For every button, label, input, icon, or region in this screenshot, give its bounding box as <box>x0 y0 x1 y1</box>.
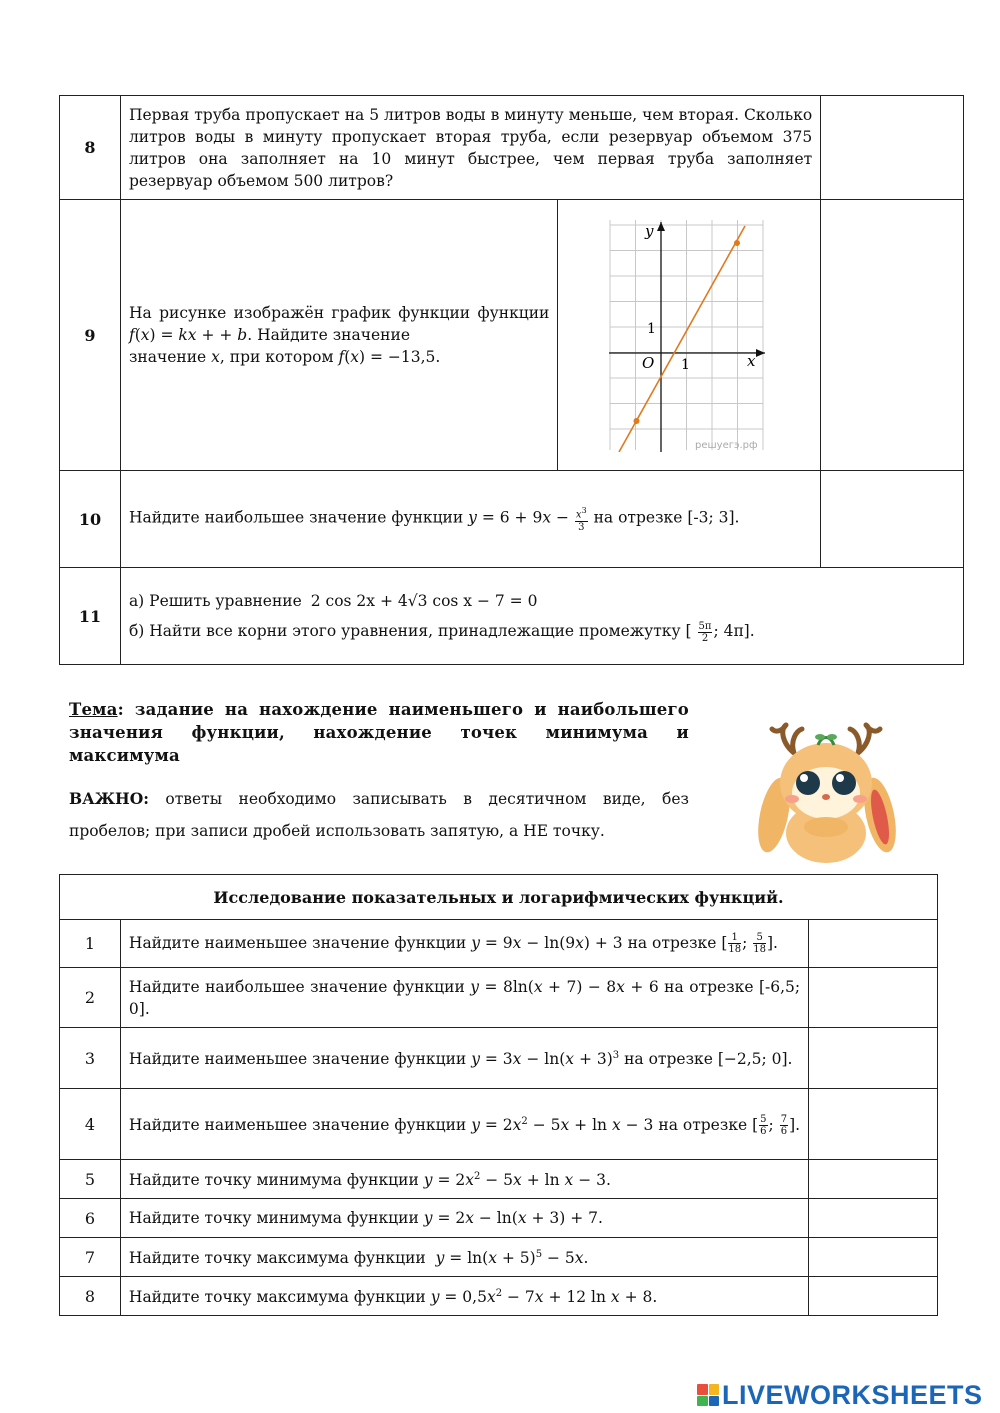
answer-cell[interactable] <box>809 1160 938 1199</box>
task-text-prefix: Найдите наименьшее значение функции <box>128 1050 467 1069</box>
task-number: 5 <box>60 1160 121 1199</box>
task-9-label: значение x, <box>128 348 230 366</box>
table-row <box>60 1199 938 1238</box>
graph-cell <box>558 200 821 471</box>
topic-text: : задание на нахождение наименьшего и наибольшего значения функции, нахождение точек минимума и максимума <box>69 700 689 765</box>
important-label: ВАЖНО: <box>69 789 149 808</box>
task-text-prefix: Найдите точку максимума функции <box>128 1288 426 1307</box>
task-text: Найдите наименьшее значение функции y = 9x − ln(9x) + 3 на отрезке [ $\frac{1}{18}$ ; $\frac{5}{18}$ ]. <box>120 920 808 968</box>
answer-cell[interactable] <box>821 96 964 200</box>
bunny-mascot-image <box>752 715 902 865</box>
x-unit-label: 1 <box>681 357 691 373</box>
task-text: Найдите точку максимума функции $y = 0,5x^2 - 7x + 12$ ln x + 8. <box>120 1277 808 1316</box>
important-text: ответы необходимо записывать в десятичном виде, без пробелов; при записи дробей использовать запятую, а НЕ точку. <box>69 790 689 840</box>
answer-cell[interactable] <box>809 920 938 968</box>
table-row <box>60 968 938 1028</box>
y-axis-label: y <box>645 222 654 240</box>
x-axis-arrow <box>756 349 765 357</box>
task-text-prefix: Найдите наибольшее значение функции <box>128 977 465 996</box>
task-text-prefix: Найдите наименьшее значение функции <box>128 933 467 952</box>
table-row <box>60 1238 938 1277</box>
topic-heading <box>69 698 689 767</box>
task-9-text-c: при котором <box>229 348 334 366</box>
table-header-row <box>60 875 938 920</box>
task-9-value: −13,5. <box>387 348 441 366</box>
answer-cell[interactable] <box>809 1089 938 1160</box>
task-text: Найдите наименьшее значение функции $y = 3x - \ln(x + 3)^3$ на отрезке [−2,5; 0]. <box>120 1028 808 1089</box>
task-text: Найдите точку минимума функции y = 2x − ln(x + 3) + 7. <box>120 1199 808 1238</box>
fraction: $\frac{5\pi}{2}$ <box>698 620 712 644</box>
table-row <box>60 1028 938 1089</box>
task-text-prefix: Найдите точку минимума функции <box>128 1171 419 1190</box>
task-10-segment: на отрезке [-3; 3]. <box>593 509 740 527</box>
y-axis-arrow <box>657 222 665 231</box>
task-number: 7 <box>60 1238 121 1277</box>
task-number: 3 <box>60 1028 121 1089</box>
fraction: $\frac{x^3}{3}$ <box>575 506 587 533</box>
task-number: 6 <box>60 1199 121 1238</box>
answer-cell[interactable] <box>821 471 964 568</box>
task-segment: на отрезке [−2,5; 0]. <box>624 1050 793 1069</box>
table-row <box>60 471 964 568</box>
task-text <box>120 568 963 665</box>
answer-cell[interactable] <box>809 1277 938 1316</box>
task-number: 2 <box>60 968 121 1028</box>
task-number: 11 <box>60 568 121 665</box>
answer-cell[interactable] <box>809 1238 938 1277</box>
task-segment: на отрезке [-6,5; 0]. <box>128 977 801 1018</box>
logo-icon <box>697 1384 719 1406</box>
table-row <box>60 96 964 200</box>
task-9-text-b: Найдите значение <box>257 326 411 344</box>
task-text-prefix: Найдите точку минимума функции <box>128 1209 419 1227</box>
graph-point <box>734 240 740 246</box>
y-unit-label: 1 <box>647 321 657 337</box>
task-text: Найдите наибольшее значение функции y = 6 + 9x − $\frac{x^3}{3}$ на отрезке [-3; 3]. <box>120 471 820 568</box>
function-line <box>619 226 745 452</box>
tasks-table-bottom <box>59 874 938 1316</box>
table-row <box>60 200 964 471</box>
answer-cell[interactable] <box>809 1028 938 1089</box>
important-note <box>69 783 689 847</box>
table-row <box>60 568 964 665</box>
task-text-prefix: Найдите точку максимума функции <box>128 1249 426 1268</box>
task-number: 1 <box>60 920 121 968</box>
answer-cell[interactable] <box>821 200 964 471</box>
task-segment: на отрезке <box>627 933 717 952</box>
task-text-prefix: Найдите наименьшее значение функции <box>128 1115 467 1134</box>
watermark: решуегэ.рф <box>695 440 758 451</box>
table-row <box>60 920 938 968</box>
liveworksheets-logo[interactable] <box>697 1380 983 1410</box>
task-number: 9 <box>60 200 121 471</box>
task-10-text: Найдите наибольшее значение функции <box>128 509 464 527</box>
table-header: Исследование показательных и логарифмических функций. <box>60 875 938 920</box>
table-row <box>60 1160 938 1199</box>
task-11-equation: 2 cos 2x + 4√3 cos x − 7 = 0 <box>310 592 538 610</box>
task-text: Первая труба пропускает на 5 литров воды в минуту меньше, чем вторая. Сколько литров воды в минуту пропускает вторая труба, если резервуар объемом 375 литров она заполняет на 10 минут быстрее, чем первая труба заполняет резервуар объемом 500 литров? <box>120 96 820 200</box>
x-axis-label: x <box>747 352 756 370</box>
logo-text: LIVEWORKSHEETS <box>722 1379 983 1410</box>
task-segment: на отрезке <box>658 1115 748 1134</box>
table-row <box>60 1089 938 1160</box>
linear-function-graph <box>609 218 769 452</box>
graph-grid <box>610 220 763 452</box>
task-11-b-end: ; 4π]. <box>713 622 755 640</box>
table-row <box>60 1277 938 1316</box>
task-number: 4 <box>60 1089 121 1160</box>
task-text: Найдите точку максимума функции $y = \ln(x + 5)^5 - 5x$. <box>120 1238 808 1277</box>
task-number: 8 <box>60 96 121 200</box>
tasks-table-top <box>59 95 964 665</box>
graph-point <box>634 418 640 424</box>
task-text: Найдите наибольшее значение функции y = 8ln(x + 7) − 8x + 6 на отрезке [-6,5; 0]. <box>120 968 808 1028</box>
task-9-text-a: На рисунке изображён график функции функции <box>128 304 550 322</box>
answer-cell[interactable] <box>809 1199 938 1238</box>
task-11-b-prefix: б) Найти все корни этого уравнения, принадлежащие промежутку [ <box>128 622 692 640</box>
topic-label: Тема <box>69 700 118 719</box>
task-11-a-prefix: а) Решить уравнение <box>128 592 302 610</box>
task-text: Найдите точку минимума функции $y = 2x^2 - 5x + \ln x - 3$. <box>120 1160 808 1199</box>
answer-cell[interactable] <box>809 968 938 1028</box>
task-text: На рисунке изображён график функции функции f(x) = kx + + b. Найдите значение значение x, при котором f(x) = −13,5. <box>120 200 557 471</box>
task-number: 8 <box>60 1277 121 1316</box>
task-number: 10 <box>60 471 121 568</box>
task-text: Найдите наименьшее значение функции $y = 2x^2 - 5x + \ln x - 3$ на отрезке [ $\frac{5}{6}$ ; $\frac{7}{6}$ ]. <box>120 1089 808 1160</box>
origin-label: O <box>642 354 655 372</box>
